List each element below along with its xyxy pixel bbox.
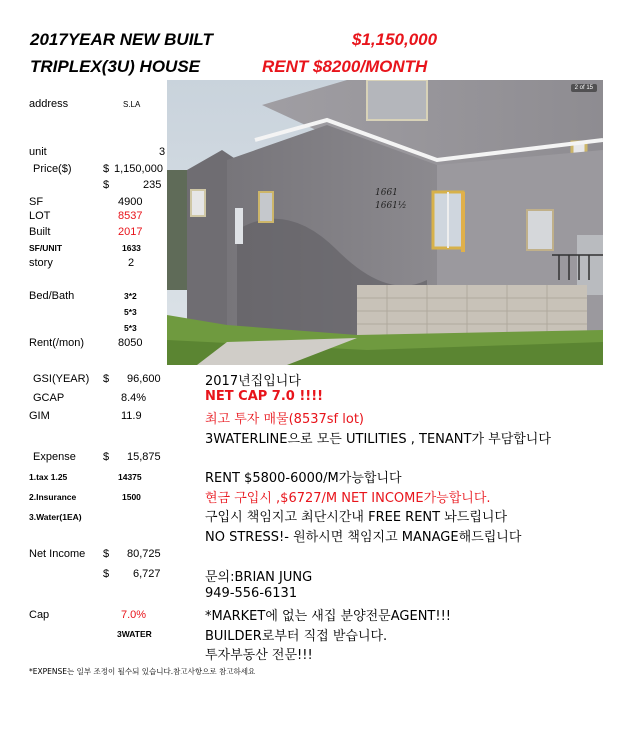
note-builder: BUILDER로부터 직접 받습니다.: [205, 629, 388, 644]
bedbath-value-3: 5*3: [124, 323, 137, 333]
gim-value: 11.9: [121, 410, 142, 422]
story-value: 2: [128, 257, 135, 269]
built-value: 2017: [118, 226, 143, 238]
note-specialist: 투자부동산 전문!!!: [205, 648, 313, 663]
price-sf-value: 235: [143, 179, 162, 191]
net-month-dollar: $: [103, 568, 110, 580]
title-line2: TRIPLEX(3U) HOUSE: [30, 57, 201, 76]
sfunit-label: SF/UNIT: [29, 243, 63, 253]
expense-value: 15,875: [127, 451, 161, 463]
gsi-label: GSI(YEAR): [33, 373, 90, 385]
lot-value: 8537: [118, 210, 143, 222]
net-income-dollar: $: [103, 548, 110, 560]
price-dollar: $: [103, 163, 110, 175]
note-net-cap: NET CAP 7.0 !!!!: [205, 389, 324, 404]
sf-label: SF: [29, 196, 44, 208]
monthly-rent: RENT $8200/MONTH: [262, 57, 428, 76]
water-label: 3.Water(1EA): [29, 512, 82, 522]
footer-note: *EXPENSE는 일부 조정이 될수되 있습니다.참고사항으로 참고하세요: [29, 667, 256, 676]
unit-value: 3: [159, 146, 166, 158]
bedbath-label: Bed/Bath: [29, 290, 75, 302]
address-value: S.LA: [123, 100, 141, 109]
price-sf-dollar: $: [103, 179, 110, 191]
sf-value: 4900: [118, 196, 143, 208]
gsi-dollar: $: [103, 373, 110, 385]
note-rent-range: RENT $5800-6000/M가능합니다: [205, 471, 402, 486]
note-manage: NO STRESS!- 원하시면 책임지고 MANAGE해드립니다: [205, 530, 522, 545]
tax-label: 1.tax 1.25: [29, 472, 68, 482]
gim-label: GIM: [29, 410, 50, 422]
cap-label: Cap: [29, 609, 50, 621]
house-photo[interactable]: [167, 80, 603, 365]
gcap-value: 8.4%: [121, 392, 147, 404]
address-number-half: 1661½: [375, 201, 407, 211]
unit-label: unit: [29, 146, 47, 158]
expense-label: Expense: [33, 451, 76, 463]
address-number: 1661: [375, 188, 398, 198]
bedbath-value-2: 5*3: [124, 307, 137, 317]
cap-value: 7.0%: [121, 609, 147, 621]
note-agent: *MARKET에 없는 새집 분양전문AGENT!!!: [205, 609, 451, 624]
story-label: story: [29, 257, 53, 269]
net-income-label: Net Income: [29, 548, 86, 560]
expense-dollar: $: [103, 451, 110, 463]
sfunit-value: 1633: [122, 243, 141, 253]
gcap-label: GCAP: [33, 392, 65, 404]
address-label: address: [29, 98, 69, 110]
cap-note: 3WATER: [117, 629, 152, 639]
title-line1: 2017YEAR NEW BUILT: [30, 30, 213, 49]
net-month-value: 6,727: [133, 568, 161, 580]
price-label: Price($): [33, 163, 72, 175]
insurance-value: 1500: [122, 492, 141, 502]
net-income-value: 80,725: [127, 548, 161, 560]
sale-price: $1,150,000: [352, 30, 438, 49]
note-utilities: 3WATERLINE으로 모든 UTILITIES , TENANT가 부담합니다: [205, 432, 551, 447]
insurance-label: 2.Insurance: [29, 492, 77, 502]
rent-value: 8050: [118, 337, 143, 349]
built-label: Built: [29, 226, 51, 238]
note-net-income: 현금 구입시 ,$6727/M NET INCOME가능합니다.: [205, 491, 491, 506]
lot-label: LOT: [29, 210, 51, 222]
price-value: 1,150,000: [114, 163, 163, 175]
bedbath-value-1: 3*2: [124, 291, 137, 301]
note-built-year: 2017년집입니다: [205, 374, 301, 389]
rent-label: Rent(/mon): [29, 337, 85, 349]
photo-counter: 2 of 15: [571, 84, 597, 92]
note-free-rent: 구입시 책임지고 최단시간내 FREE RENT 놔드립니다: [205, 510, 507, 525]
note-contact: 문의:BRIAN JUNG: [205, 570, 313, 585]
note-phone: 949-556-6131: [205, 586, 298, 601]
tax-value: 14375: [118, 472, 142, 482]
note-best-investment: 최고 투자 매물(8537sf lot): [205, 412, 364, 427]
gsi-value: 96,600: [127, 373, 161, 385]
